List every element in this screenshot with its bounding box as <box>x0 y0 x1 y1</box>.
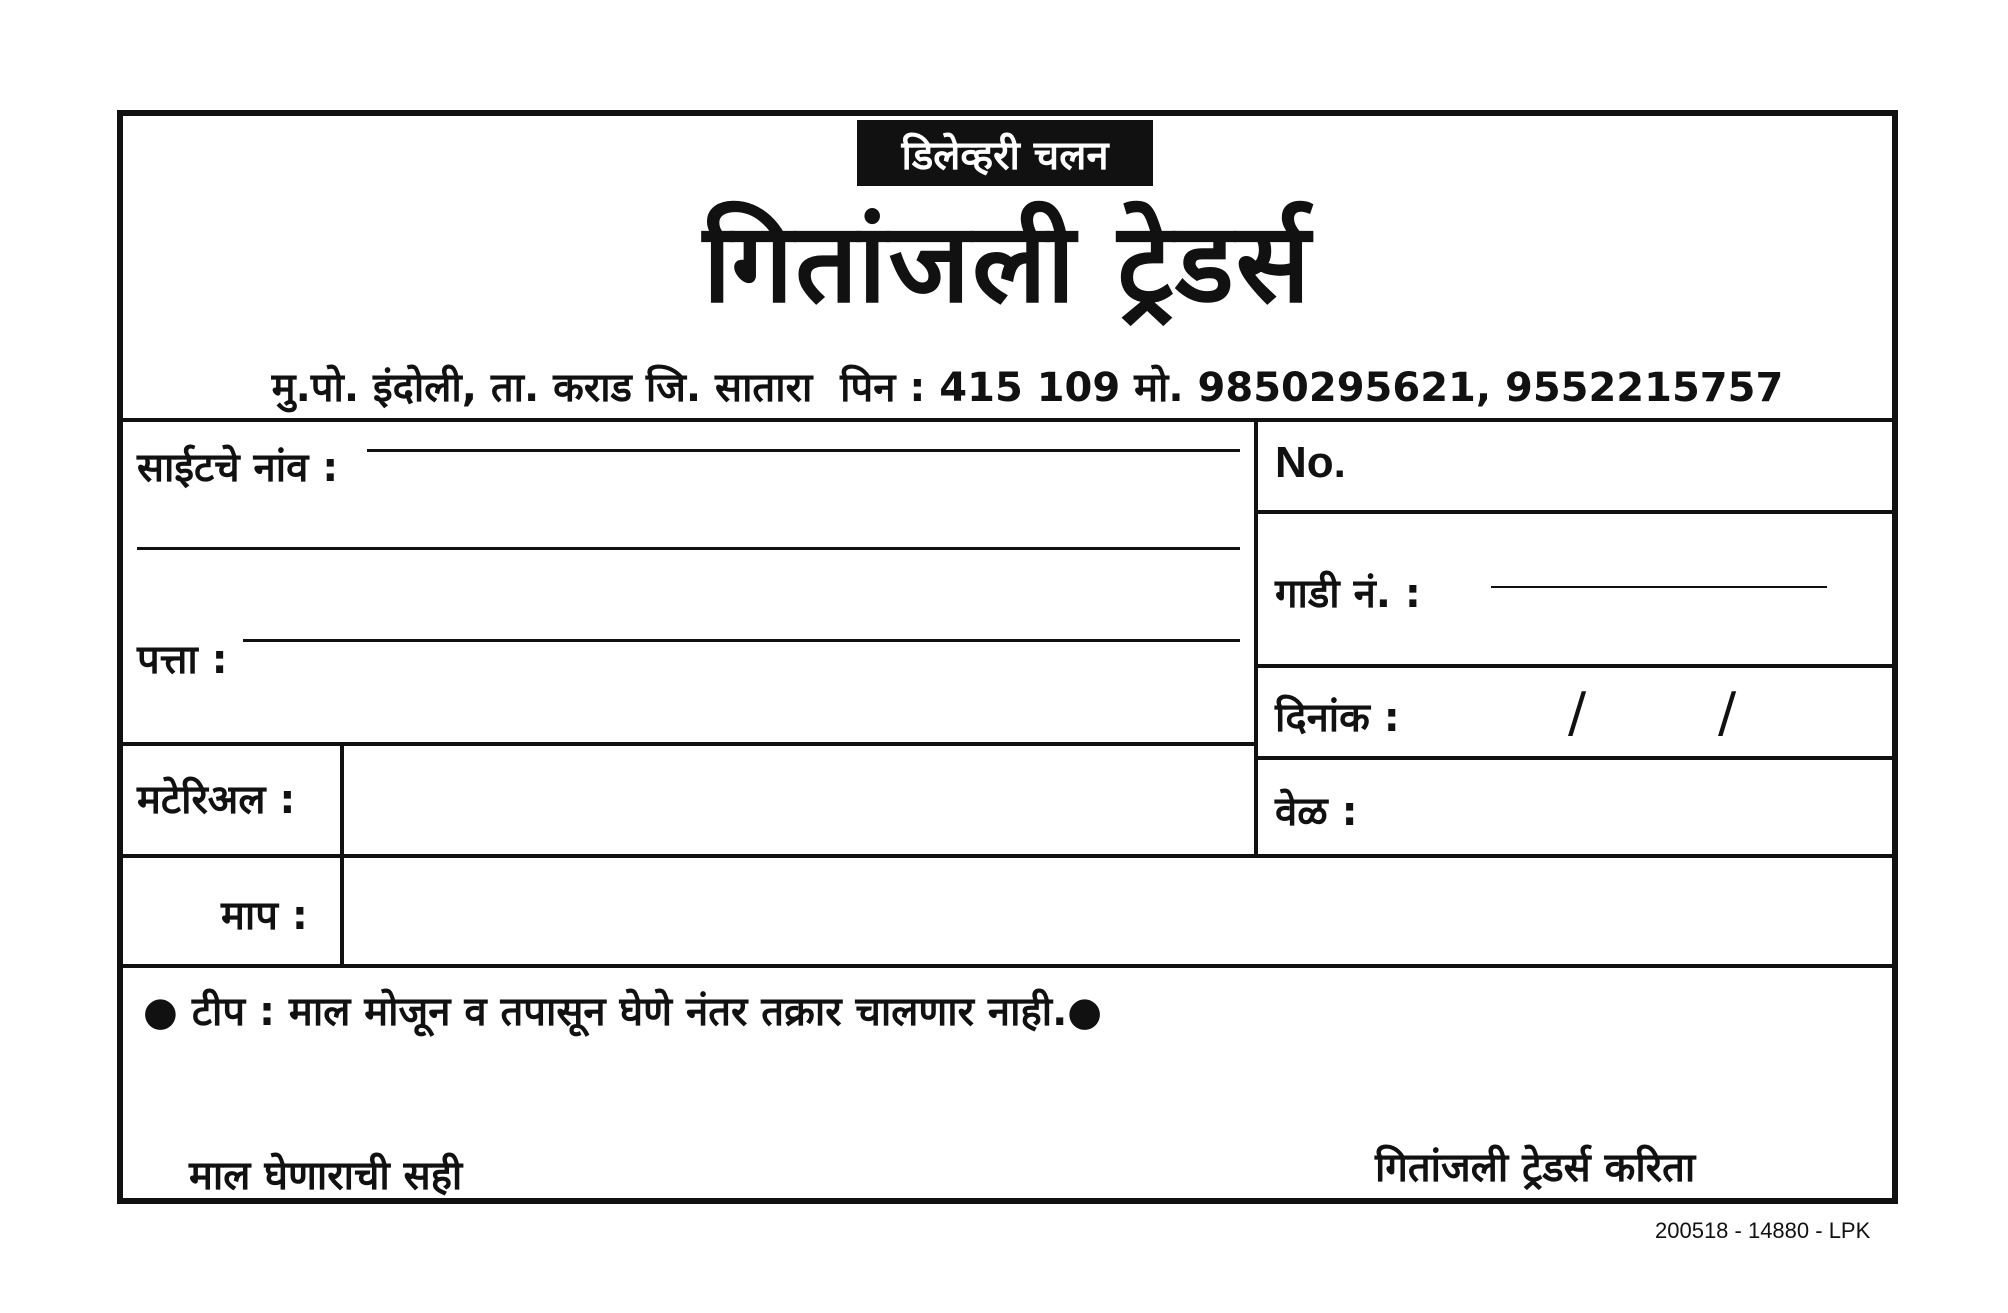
material-field[interactable] <box>344 746 1250 854</box>
company-address: मु.पो. इंदोली, ता. कराड जि. सातारा पिन : 415 109 मो. 9850295621, 9552215757 <box>271 365 1784 411</box>
company-name-title: गितांजली ट्रेडर्स <box>702 199 1313 327</box>
document-type-badge: डिलेव्हरी चलन <box>857 120 1153 186</box>
vehicle-row-divider <box>1256 664 1892 668</box>
company-signature-label: गितांजली ट्रेडर्स करिता <box>1375 1145 1696 1191</box>
number-row-divider <box>1256 510 1892 514</box>
time-label: वेळ : <box>1275 789 1358 835</box>
measure-label: माप : <box>221 893 308 939</box>
date-label: दिनांक : <box>1275 695 1400 741</box>
date-row-divider <box>1256 756 1892 760</box>
print-code: 200518 - 14880 - LPK <box>1655 1218 1871 1243</box>
site-name-label: साईटचे नांव : <box>137 445 339 491</box>
date-separator-1: / <box>1568 681 1587 744</box>
measure-row-divider <box>123 964 1892 968</box>
vehicle-number-label: गाडी नं. : <box>1275 571 1421 617</box>
right-column-divider <box>1254 418 1258 858</box>
material-label: मटेरिअल : <box>137 777 296 823</box>
measure-field[interactable] <box>344 858 1892 964</box>
address-label: पत्ता : <box>137 637 228 683</box>
site-name-line[interactable] <box>367 449 1240 452</box>
header-divider <box>123 418 1892 422</box>
number-label: No. <box>1275 438 1346 487</box>
vehicle-number-line[interactable] <box>1491 586 1827 588</box>
terms-note: ● टीप : माल मोजून व तपासून घेणे नंतर तक्रार चालणार नाही.● <box>143 989 1103 1035</box>
delivery-challan-form <box>117 110 1898 1204</box>
date-separator-2: / <box>1718 681 1737 744</box>
receiver-signature-label: माल घेणाराची सही <box>189 1153 463 1199</box>
site-name-line-2[interactable] <box>137 547 1240 550</box>
address-line[interactable] <box>243 639 1240 642</box>
